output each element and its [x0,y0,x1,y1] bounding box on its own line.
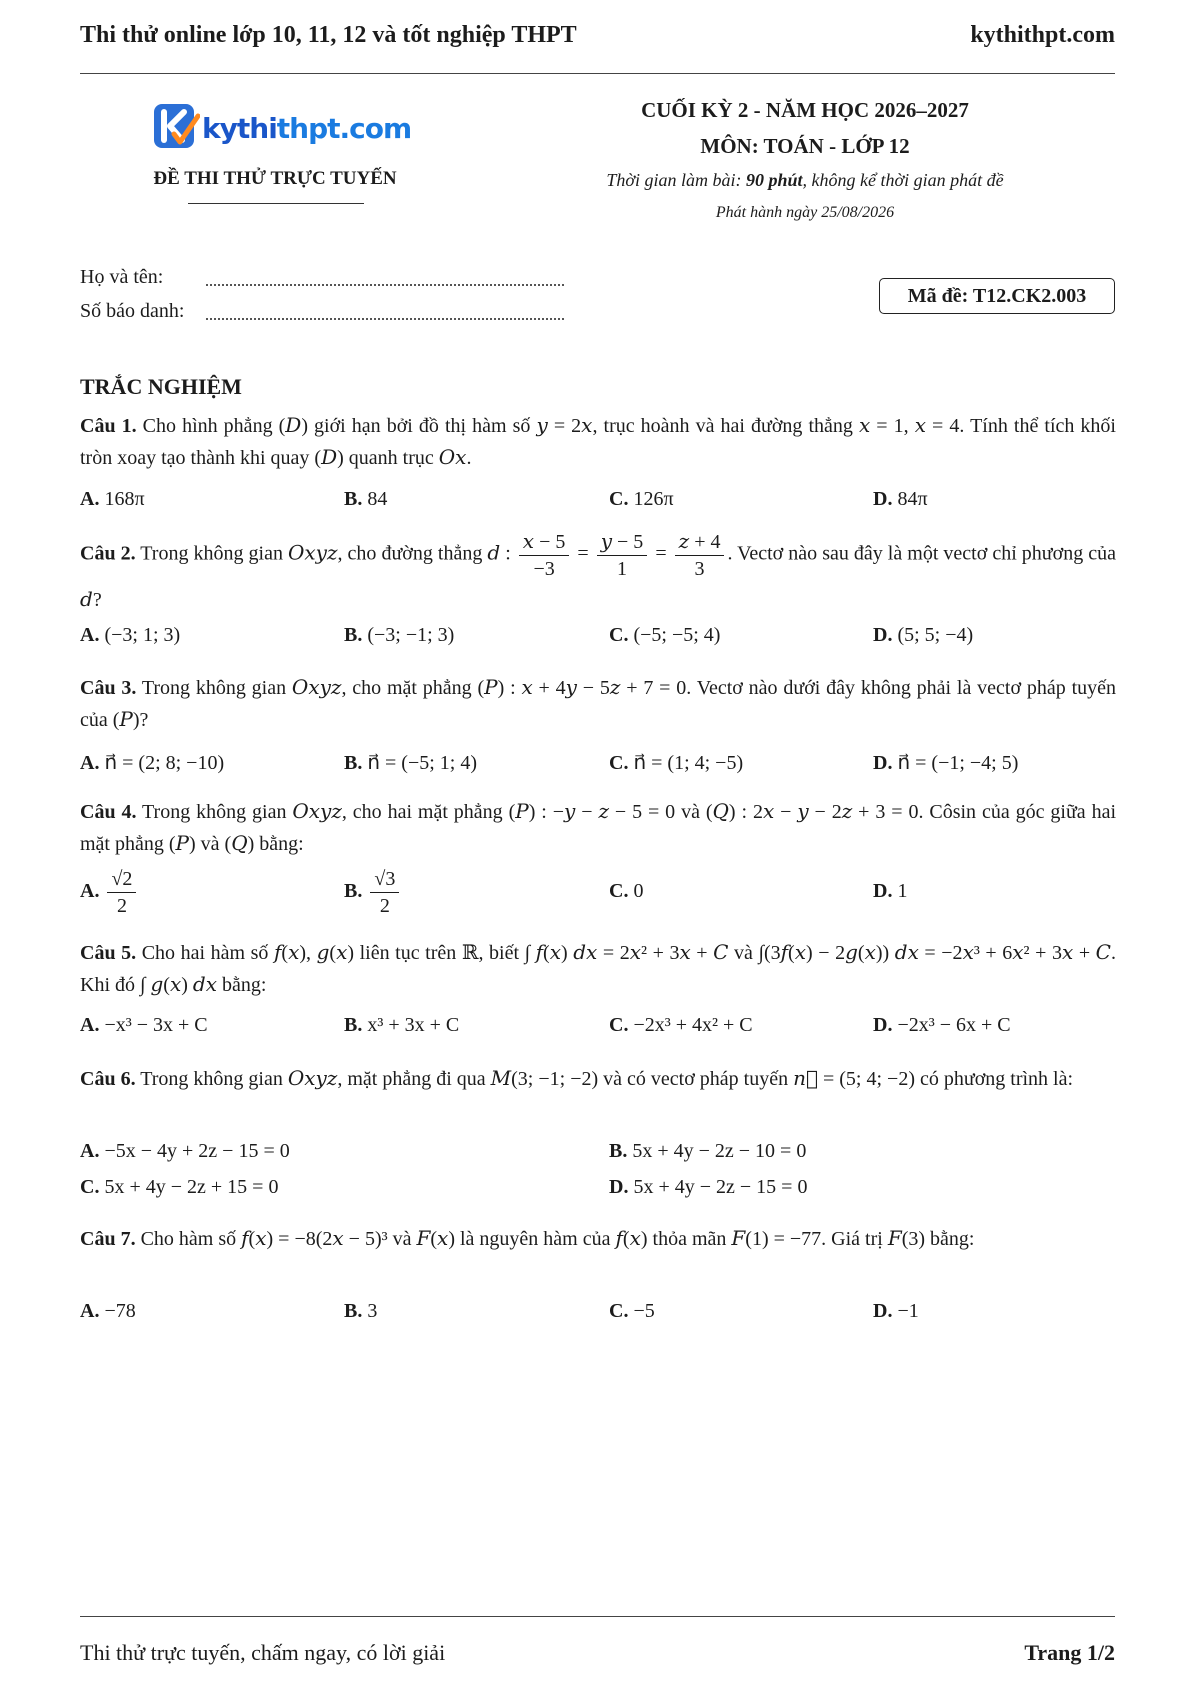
q4-option-a[interactable]: A. $\frac{√2}{2}$ [80,866,139,919]
page-header [80,22,1115,52]
q6-option-b[interactable]: B. 5x + 4y − 2z − 10 = 0 [609,1140,807,1162]
header-divider [80,73,1115,74]
question-5: Câu 5. Cho hai hàm số f(x), g(x) liên tục trên ℝ, biết ∫ f(x) dx = 2x² + 3x + C và ∫(3f(x) − 2g(x)) dx = −2x³ + 6x² + 3x + C. Khi đó ∫ g(x) dx bằng: [80,940,1116,996]
question-2: Câu 2. Trong không gian Oxyz, cho đường thẳng d : $\frac{x - 5}{-3}$ = $\frac{y - 5}{1}$ = $\frac{z + 4}{3}$ . Vectơ nào sau đây là một vectơ chỉ phương của d? [80,529,1116,611]
q3-option-b[interactable]: B. n⃗ = (−5; 1; 4) [344,752,478,774]
q1-option-d[interactable]: D. 84π [873,488,928,510]
footer-tagline: Thi thử trực tuyến, chấm ngay, có lời giải [80,1640,446,1665]
header-left-text: Thi thử online lớp 10, 11, 12 và tốt nghiệp THPT [80,22,577,48]
name-label: Họ và tên: [80,266,164,288]
q3-option-d[interactable]: D. n⃗ = (−1; −4; 5) [873,752,1019,774]
section-title: TRẮC NGHIỆM [80,374,242,399]
exam-code-box: Mã đề: T12.CK2.003 [879,278,1115,314]
exam-type-label: ĐỀ THI THỬ TRỰC TUYẾN [153,168,397,189]
page-number: Trang 1/2 [1024,1640,1115,1665]
id-field[interactable] [206,318,564,320]
q6-option-c[interactable]: C. 5x + 4y − 2z + 15 = 0 [80,1176,279,1198]
header-site-link[interactable]: kythithpt.com [970,22,1115,48]
q6-option-d[interactable]: D. 5x + 4y − 2z − 15 = 0 [609,1176,808,1198]
q3-option-c[interactable]: C. n⃗ = (1; 4; −5) [609,752,744,774]
q5-option-c[interactable]: C. −2x³ + 4x² + C [609,1014,753,1036]
question-7: Câu 7. Cho hàm số f(x) = −8(2x − 5)³ và F(x) là nguyên hàm của f(x) thỏa mãn F(1) = −77. Giá trị F(3) bằng: [80,1226,975,1250]
q4-option-c[interactable]: C. 0 [609,880,644,902]
question-6: Câu 6. Trong không gian Oxyz, mặt phẳng đi qua M(3; −1; −2) và có vectơ pháp tuyến n⃗ = (5; 4; −2) có phương trình là: [80,1066,1074,1090]
q2-option-c[interactable]: C. (−5; −5; 4) [609,624,721,646]
name-field[interactable] [206,284,564,286]
site-logo[interactable] [152,102,412,154]
q3-option-a[interactable]: A. n⃗ = (2; 8; −10) [80,752,225,774]
exam-subject: MÔN: TOÁN - LỚP 12 [700,134,910,158]
q1-option-b[interactable]: B. 84 [344,488,388,510]
q4-option-d[interactable]: D. 1 [873,880,908,902]
q6-option-a[interactable]: A. −5x − 4y + 2z − 15 = 0 [80,1140,290,1162]
question-3: Câu 3. Trong không gian Oxyz, cho mặt phẳng (P) : x + 4y − 5z + 7 = 0. Vectơ nào dưới đây không phải là vectơ pháp tuyến của (P)? [80,675,1117,731]
q1-option-a[interactable]: A. 168π [80,488,145,510]
q5-option-a[interactable]: A. −x³ − 3x + C [80,1014,208,1036]
exam-term: CUỐI KỲ 2 - NĂM HỌC 2026–2027 [641,98,969,122]
q7-option-a[interactable]: A. −78 [80,1300,136,1322]
exam-release-date: Phát hành ngày 25/08/2026 [715,204,895,221]
footer-divider [80,1616,1115,1617]
question-4: Câu 4. Trong không gian Oxyz, cho hai mặt phẳng (P) : −y − z − 5 = 0 và (Q) : 2x − y − 2z + 3 = 0. Côsin của góc giữa hai mặt phẳng (P) và (Q) bằng: [80,799,1117,855]
id-label: Số báo danh: [80,300,185,322]
q7-option-d[interactable]: D. −1 [873,1300,919,1322]
logo-k-check-icon [152,102,200,152]
q2-option-b[interactable]: B. (−3; −1; 3) [344,624,455,646]
q2-option-d[interactable]: D. (5; 5; −4) [873,624,974,646]
q1-option-c[interactable]: C. 126π [609,488,674,510]
question-1: Câu 1. Cho hình phẳng (D) giới hạn bởi đồ thị hàm số y = 2x, trục hoành và hai đường thẳng x = 1, x = 4. Tính thể tích khối tròn xoay tạo thành khi quay (D) quanh trục Ox. [80,413,1116,469]
q4-option-b[interactable]: B. $\frac{√3}{2}$ [344,866,402,919]
q7-option-b[interactable]: B. 3 [344,1300,378,1322]
exam-type-underline [188,203,364,204]
q7-option-c[interactable]: C. −5 [609,1300,655,1322]
q5-option-b[interactable]: B. x³ + 3x + C [344,1014,460,1036]
q5-option-d[interactable]: D. −2x³ − 6x + C [873,1014,1011,1036]
q2-option-a[interactable]: A. (−3; 1; 3) [80,624,181,646]
exam-duration: Thời gian làm bài: 90 phút, không kể thời gian phát đề [606,170,1004,190]
logo-wordmark: kythithpt.com [202,112,412,145]
